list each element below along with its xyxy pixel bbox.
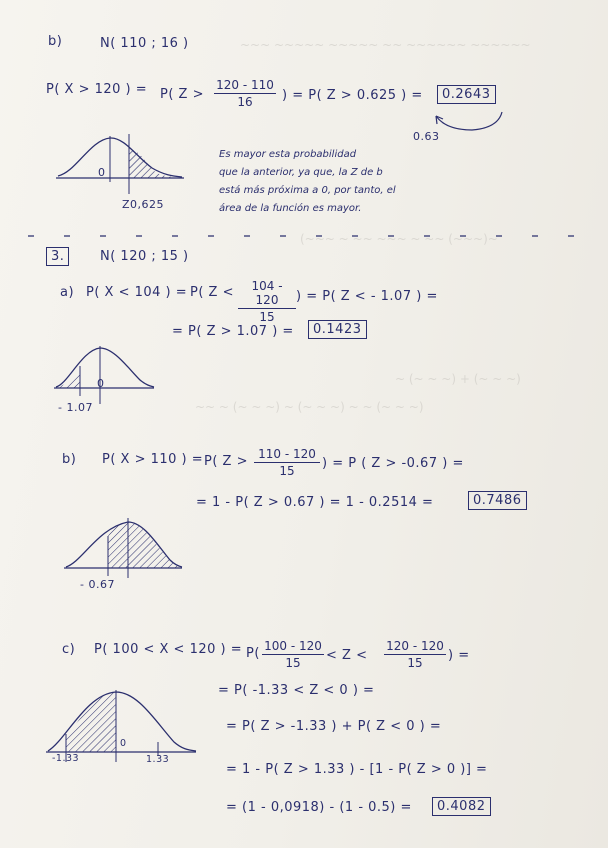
part-b-close-eq: ) = P( Z > 0.625 ) =: [282, 88, 423, 103]
part-a-graph-zero: 0: [97, 377, 105, 390]
part-b3-close-eq: ) = P ( Z > -0.67 ) =: [322, 456, 464, 471]
part-c-mid: < Z <: [326, 648, 368, 663]
part-b3-label: b): [62, 452, 77, 467]
part-b3-p-open: P( Z >: [204, 454, 248, 469]
part-a-label: a): [60, 285, 75, 300]
bleed-through-text: (~~~ ~ ~~ ~~~ ~ ~~ (~~~)~: [300, 232, 498, 246]
part-b-p-open: P( Z >: [160, 87, 204, 102]
part-c-frac1-den: 15: [285, 656, 301, 670]
part-c-graph-zero: 0: [120, 738, 127, 749]
part-b-graph-label: Z0,625: [122, 198, 165, 211]
part-b3-lhs: P( X > 110 ) =: [102, 452, 204, 467]
part-c-graph-right: 1.33: [146, 754, 170, 765]
part-c-line3: = P( Z > -1.33 ) + P( Z < 0 ) =: [226, 719, 442, 734]
part-b3-fraction: [254, 447, 320, 478]
part-b3-frac-num: 110 - 120: [258, 447, 316, 461]
part-c-frac1-num: 100 - 120: [264, 639, 322, 653]
part-b3-line2: = 1 - P( Z > 0.67 ) = 1 - 0.2514 =: [196, 495, 434, 510]
part-c-p-open: P(: [246, 646, 260, 661]
part-c-graph-left: -1.33: [52, 753, 80, 764]
part-a-graph-label: - 1.07: [58, 401, 93, 414]
part-a-frac-num: 104 - 120: [251, 279, 283, 307]
part-b-note: [219, 146, 396, 218]
part-b3-graph-label: - 0.67: [80, 578, 115, 591]
part-b-answer-box: 0.2643: [437, 85, 496, 104]
part-c-label: c): [62, 642, 76, 657]
bleed-through-text: ~~ ~ (~ ~ ~) ~ (~ ~ ~) ~ ~ (~ ~ ~): [195, 400, 424, 414]
part-c-line2: = P( -1.33 < Z < 0 ) =: [218, 683, 375, 698]
part-c-frac2-den: 15: [407, 656, 423, 670]
note-line: está más próxima a 0, por tanto, el: [219, 185, 396, 196]
part-b-frac-den: 16: [237, 95, 253, 109]
part-b-graph-zero: 0: [98, 166, 106, 179]
part-c-line4: = 1 - P( Z > 1.33 ) - [1 - P( Z > 0 )] =: [226, 762, 488, 777]
part-b-lhs: P( X > 120 ) =: [46, 82, 148, 97]
part-b3-frac-den: 15: [279, 464, 295, 478]
part-c-fraction-2: [384, 639, 446, 670]
part-a-answer-box: 0.1423: [308, 320, 367, 339]
part-a-line2: = P( Z > 1.07 ) =: [172, 324, 294, 339]
part-a-frac-den: 15: [259, 310, 275, 324]
part-c-fraction-1: [262, 639, 324, 670]
part-b-z-rounded: 0.63: [413, 130, 440, 143]
part-c-frac2-num: 120 - 120: [386, 639, 444, 653]
section-divider: [0, 228, 608, 248]
part-b-distribution: N( 110 ; 16 ): [100, 36, 189, 51]
part-c-answer-box: 0.4082: [432, 797, 491, 816]
part-a-lhs: P( X < 104 ) =: [86, 285, 188, 300]
part-b3-answer-box: 0.7486: [468, 491, 527, 510]
part-c-line5: = (1 - 0,0918) - (1 - 0.5) =: [226, 800, 412, 815]
problem-3-distribution: N( 120 ; 15 ): [100, 249, 189, 264]
part-b-label: b): [48, 34, 63, 49]
part-c-lhs: P( 100 < X < 120 ) =: [94, 642, 243, 657]
bleed-through-text: ~ (~ ~ ~) + (~ ~ ~): [395, 372, 521, 386]
part-a-p-open: P( Z <: [190, 285, 234, 300]
note-line: área de la función es mayor.: [219, 203, 362, 214]
part-a-close-eq: ) = P( Z < - 1.07 ) =: [296, 289, 438, 304]
problem-3-number: 3.: [46, 247, 69, 266]
part-a-fraction: [238, 279, 296, 324]
part-c-close: ) =: [448, 648, 470, 663]
note-line: Es mayor esta probabilidad: [219, 149, 357, 160]
part-b-frac-num: 120 - 110: [216, 78, 274, 92]
note-line: que la anterior, ya que, la Z de b: [219, 167, 383, 178]
bleed-through-text: ~~~ ~~~~~ ~~~~~ ~~ ~~~~~~ ~~~~~~: [240, 38, 531, 52]
